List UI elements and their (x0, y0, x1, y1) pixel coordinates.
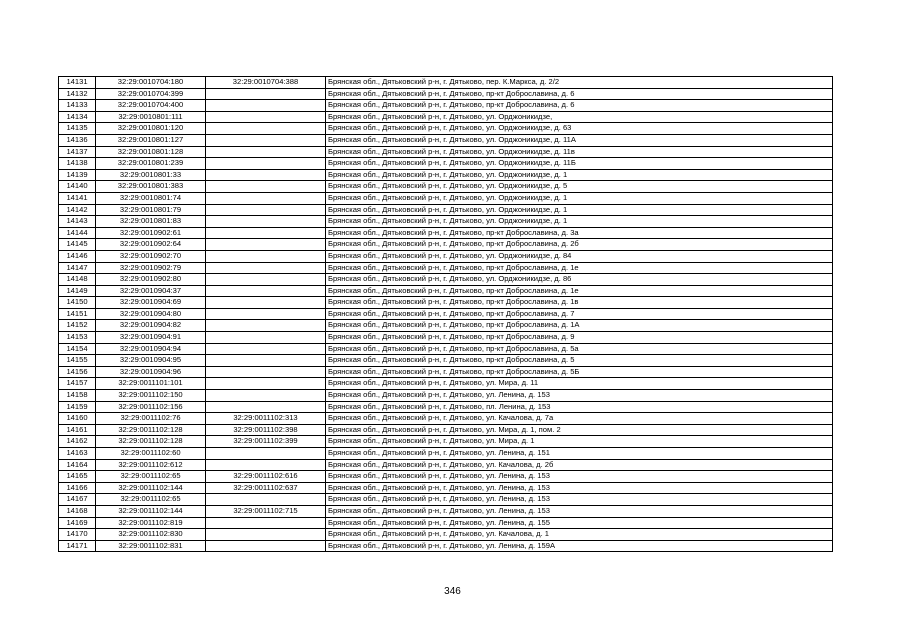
row-number-cell: 14157 (59, 378, 96, 390)
row-number-cell: 14147 (59, 262, 96, 274)
address-cell: Брянская обл., Дятьковский р-н, г. Дятьково, пр-кт Доброславина, д. 1А (326, 320, 833, 332)
address-cell: Брянская обл., Дятьковский р-н, г. Дятьково, ул. Ленина, д. 153 (326, 505, 833, 517)
parent-cadastral-number-cell (206, 134, 326, 146)
row-number-cell: 14150 (59, 297, 96, 309)
row-number-cell: 14155 (59, 355, 96, 367)
address-cell: Брянская обл., Дятьковский р-н, г. Дятьково, ул. Ленина, д. 153 (326, 482, 833, 494)
table-row (59, 181, 833, 193)
cadastral-number-cell: 32:29:0011102:819 (96, 517, 206, 529)
parent-cadastral-number-cell (206, 216, 326, 228)
row-number-cell: 14156 (59, 366, 96, 378)
parent-cadastral-number-cell (206, 111, 326, 123)
cadastral-number-cell: 32:29:0011102:144 (96, 482, 206, 494)
table-row (59, 146, 833, 158)
table-row (59, 413, 833, 425)
cadastral-number-cell: 32:29:0010801:111 (96, 111, 206, 123)
address-cell: Брянская обл., Дятьковский р-н, г. Дятьково, ул. Орджоникидзе, (326, 111, 833, 123)
address-cell: Брянская обл., Дятьковский р-н, г. Дятьково, ул. Орджоникидзе, д. 84 (326, 250, 833, 262)
row-number-cell: 14140 (59, 181, 96, 193)
row-number-cell: 14170 (59, 529, 96, 541)
parent-cadastral-number-cell (206, 540, 326, 552)
row-number-cell: 14138 (59, 158, 96, 170)
address-cell: Брянская обл., Дятьковский р-н, г. Дятьково, ул. Мира, д. 1, пом. 2 (326, 424, 833, 436)
row-number-cell: 14162 (59, 436, 96, 448)
address-cell: Брянская обл., Дятьковский р-н, г. Дятьково, ул. Ленина, д. 153 (326, 494, 833, 506)
address-cell: Брянская обл., Дятьковский р-н, г. Дятьково, ул. Ленина, д. 151 (326, 448, 833, 460)
parent-cadastral-number-cell: 32:29:0011102:313 (206, 413, 326, 425)
row-number-cell: 14153 (59, 332, 96, 344)
table-row (59, 204, 833, 216)
parent-cadastral-number-cell (206, 274, 326, 286)
table-row (59, 134, 833, 146)
parent-cadastral-number-cell (206, 158, 326, 170)
cadastral-number-cell: 32:29:0011101:101 (96, 378, 206, 390)
cadastral-number-cell: 32:29:0010904:80 (96, 308, 206, 320)
cadastral-number-cell: 32:29:0010801:128 (96, 146, 206, 158)
address-cell: Брянская обл., Дятьковский р-н, г. Дятьково, пр-кт Доброславина, д. 5Б (326, 366, 833, 378)
cadastral-number-cell: 32:29:0011102:128 (96, 436, 206, 448)
row-number-cell: 14152 (59, 320, 96, 332)
address-cell: Брянская обл., Дятьковский р-н, г. Дятьково, ул. Мира, д. 11 (326, 378, 833, 390)
row-number-cell: 14136 (59, 134, 96, 146)
parent-cadastral-number-cell: 32:29:0011102:616 (206, 471, 326, 483)
address-cell: Брянская обл., Дятьковский р-н, г. Дятьково, пр-кт Доброславина, д. 6 (326, 100, 833, 112)
table-row (59, 158, 833, 170)
cadastral-number-cell: 32:29:0010902:64 (96, 239, 206, 251)
cadastral-number-cell: 32:29:0011102:831 (96, 540, 206, 552)
address-cell: Брянская обл., Дятьковский р-н, г. Дятьково, ул. Орджоникидзе, д. 11в (326, 146, 833, 158)
parent-cadastral-number-cell (206, 100, 326, 112)
row-number-cell: 14163 (59, 448, 96, 460)
row-number-cell: 14148 (59, 274, 96, 286)
parent-cadastral-number-cell (206, 355, 326, 367)
address-cell: Брянская обл., Дятьковский р-н, г. Дятьково, ул. Качалова, д. 7а (326, 413, 833, 425)
table-row (59, 111, 833, 123)
address-cell: Брянская обл., Дятьковский р-н, г. Дятьково, ул. Орджоникидзе, д. 1 (326, 216, 833, 228)
cadastral-number-cell: 32:29:0010902:70 (96, 250, 206, 262)
address-cell: Брянская обл., Дятьковский р-н, г. Дятьково, ул. Ленина, д. 159А (326, 540, 833, 552)
table-row (59, 216, 833, 228)
parent-cadastral-number-cell (206, 192, 326, 204)
parent-cadastral-number-cell (206, 204, 326, 216)
parent-cadastral-number-cell: 32:29:0011102:399 (206, 436, 326, 448)
table-row (59, 378, 833, 390)
cadastral-number-cell: 32:29:0010704:399 (96, 88, 206, 100)
table-row (59, 88, 833, 100)
parent-cadastral-number-cell (206, 285, 326, 297)
parent-cadastral-number-cell (206, 378, 326, 390)
address-cell: Брянская обл., Дятьковский р-н, г. Дятьково, пр-кт Доброславина, д. 5 (326, 355, 833, 367)
cadastral-number-cell: 32:29:0010801:79 (96, 204, 206, 216)
table-row (59, 297, 833, 309)
cadastral-number-cell: 32:29:0010904:95 (96, 355, 206, 367)
table-row (59, 123, 833, 135)
table-row (59, 540, 833, 552)
address-cell: Брянская обл., Дятьковский р-н, г. Дятьково, ул. Орджоникидзе, д. 1 (326, 169, 833, 181)
row-number-cell: 14132 (59, 88, 96, 100)
table-row (59, 320, 833, 332)
table-row (59, 355, 833, 367)
cadastral-number-cell: 32:29:0010801:127 (96, 134, 206, 146)
parent-cadastral-number-cell (206, 448, 326, 460)
table-row (59, 169, 833, 181)
table-row (59, 471, 833, 483)
page-number: 346 (444, 586, 461, 597)
parent-cadastral-number-cell (206, 320, 326, 332)
row-number-cell: 14139 (59, 169, 96, 181)
cadastral-number-cell: 32:29:0011102:150 (96, 390, 206, 402)
cadastral-number-cell: 32:29:0010801:120 (96, 123, 206, 135)
address-cell: Брянская обл., Дятьковский р-н, г. Дятьково, ул. Ленина, д. 153 (326, 471, 833, 483)
table-row (59, 390, 833, 402)
cadastral-number-cell: 32:29:0011102:60 (96, 448, 206, 460)
row-number-cell: 14134 (59, 111, 96, 123)
row-number-cell: 14149 (59, 285, 96, 297)
address-cell: Брянская обл., Дятьковский р-н, г. Дятьково, ул. Орджоникидзе, д. 63 (326, 123, 833, 135)
row-number-cell: 14142 (59, 204, 96, 216)
parent-cadastral-number-cell (206, 123, 326, 135)
address-cell: Брянская обл., Дятьковский р-н, г. Дятьково, ул. Ленина, д. 155 (326, 517, 833, 529)
row-number-cell: 14145 (59, 239, 96, 251)
cadastral-number-cell: 32:29:0010801:239 (96, 158, 206, 170)
address-cell: Брянская обл., Дятьковский р-н, г. Дятьково, пр-кт Доброславина, д. 9 (326, 332, 833, 344)
address-cell: Брянская обл., Дятьковский р-н, г. Дятьково, пр-кт Доброславина, д. 7 (326, 308, 833, 320)
cadastral-number-cell: 32:29:0010904:96 (96, 366, 206, 378)
parent-cadastral-number-cell (206, 517, 326, 529)
parent-cadastral-number-cell (206, 390, 326, 402)
table-row (59, 366, 833, 378)
table-row (59, 262, 833, 274)
row-number-cell: 14160 (59, 413, 96, 425)
parent-cadastral-number-cell (206, 146, 326, 158)
table-row (59, 239, 833, 251)
row-number-cell: 14144 (59, 227, 96, 239)
cadastral-number-cell: 32:29:0010704:180 (96, 77, 206, 89)
table-row (59, 424, 833, 436)
address-cell: Брянская обл., Дятьковский р-н, г. Дятьково, пл. Ленина, д. 153 (326, 401, 833, 413)
address-cell: Брянская обл., Дятьковский р-н, г. Дятьково, пр-кт Доброславина, д. 1е (326, 285, 833, 297)
registry-table (58, 76, 833, 552)
address-cell: Брянская обл., Дятьковский р-н, г. Дятьково, ул. Качалова, д. 1 (326, 529, 833, 541)
table-row (59, 517, 833, 529)
parent-cadastral-number-cell (206, 88, 326, 100)
table-row (59, 505, 833, 517)
table-row (59, 494, 833, 506)
table-row (59, 459, 833, 471)
address-cell: Брянская обл., Дятьковский р-н, г. Дятьково, пр-кт Доброславина, д. 3а (326, 227, 833, 239)
cadastral-number-cell: 32:29:0010902:79 (96, 262, 206, 274)
row-number-cell: 14131 (59, 77, 96, 89)
row-number-cell: 14146 (59, 250, 96, 262)
row-number-cell: 14166 (59, 482, 96, 494)
address-cell: Брянская обл., Дятьковский р-н, г. Дятьково, пер. К.Маркса, д. 2/2 (326, 77, 833, 89)
cadastral-number-cell: 32:29:0011102:830 (96, 529, 206, 541)
table-row (59, 192, 833, 204)
row-number-cell: 14154 (59, 343, 96, 355)
row-number-cell: 14168 (59, 505, 96, 517)
table-row (59, 401, 833, 413)
cadastral-number-cell: 32:29:0010704:400 (96, 100, 206, 112)
table-row (59, 482, 833, 494)
cadastral-number-cell: 32:29:0011102:156 (96, 401, 206, 413)
address-cell: Брянская обл., Дятьковский р-н, г. Дятьково, ул. Мира, д. 1 (326, 436, 833, 448)
table-row (59, 100, 833, 112)
address-cell: Брянская обл., Дятьковский р-н, г. Дятьково, ул. Орджоникидзе, д. 1 (326, 192, 833, 204)
row-number-cell: 14169 (59, 517, 96, 529)
cadastral-number-cell: 32:29:0011102:76 (96, 413, 206, 425)
parent-cadastral-number-cell (206, 332, 326, 344)
address-cell: Брянская обл., Дятьковский р-н, г. Дятьково, ул. Качалова, д. 2б (326, 459, 833, 471)
cadastral-number-cell: 32:29:0011102:65 (96, 471, 206, 483)
table-row (59, 77, 833, 89)
parent-cadastral-number-cell (206, 459, 326, 471)
row-number-cell: 14165 (59, 471, 96, 483)
parent-cadastral-number-cell (206, 366, 326, 378)
table-row (59, 250, 833, 262)
row-number-cell: 14143 (59, 216, 96, 228)
cadastral-number-cell: 32:29:0010801:74 (96, 192, 206, 204)
row-number-cell: 14167 (59, 494, 96, 506)
parent-cadastral-number-cell (206, 529, 326, 541)
row-number-cell: 14158 (59, 390, 96, 402)
table-row (59, 308, 833, 320)
table-row (59, 529, 833, 541)
table-row (59, 343, 833, 355)
address-cell: Брянская обл., Дятьковский р-н, г. Дятьково, пр-кт Доброславина, д. 5а (326, 343, 833, 355)
address-cell: Брянская обл., Дятьковский р-н, г. Дятьково, пр-кт Доброславина, д. 2б (326, 239, 833, 251)
address-cell: Брянская обл., Дятьковский р-н, г. Дятьково, пр-кт Доброславина, д. 1е (326, 262, 833, 274)
cadastral-number-cell: 32:29:0010902:61 (96, 227, 206, 239)
cadastral-number-cell: 32:29:0010902:80 (96, 274, 206, 286)
parent-cadastral-number-cell (206, 250, 326, 262)
table-row (59, 274, 833, 286)
row-number-cell: 14151 (59, 308, 96, 320)
row-number-cell: 14137 (59, 146, 96, 158)
parent-cadastral-number-cell: 32:29:0011102:715 (206, 505, 326, 517)
parent-cadastral-number-cell: 32:29:0011102:637 (206, 482, 326, 494)
row-number-cell: 14161 (59, 424, 96, 436)
cadastral-number-cell: 32:29:0010904:94 (96, 343, 206, 355)
table-row (59, 285, 833, 297)
address-cell: Брянская обл., Дятьковский р-н, г. Дятьково, ул. Ленина, д. 153 (326, 390, 833, 402)
row-number-cell: 14135 (59, 123, 96, 135)
address-cell: Брянская обл., Дятьковский р-н, г. Дятьково, ул. Орджоникидзе, д. 1 (326, 204, 833, 216)
cadastral-number-cell: 32:29:0010904:37 (96, 285, 206, 297)
cadastral-number-cell: 32:29:0010904:82 (96, 320, 206, 332)
cadastral-number-cell: 32:29:0010904:91 (96, 332, 206, 344)
row-number-cell: 14171 (59, 540, 96, 552)
cadastral-number-cell: 32:29:0010801:33 (96, 169, 206, 181)
parent-cadastral-number-cell (206, 239, 326, 251)
address-cell: Брянская обл., Дятьковский р-н, г. Дятьково, пр-кт Доброславина, д. 6 (326, 88, 833, 100)
row-number-cell: 14164 (59, 459, 96, 471)
cadastral-number-cell: 32:29:0011102:144 (96, 505, 206, 517)
parent-cadastral-number-cell: 32:29:0011102:398 (206, 424, 326, 436)
parent-cadastral-number-cell (206, 308, 326, 320)
cadastral-number-cell: 32:29:0010801:83 (96, 216, 206, 228)
row-number-cell: 14159 (59, 401, 96, 413)
parent-cadastral-number-cell (206, 181, 326, 193)
registry-table-body (59, 77, 833, 552)
address-cell: Брянская обл., Дятьковский р-н, г. Дятьково, ул. Орджоникидзе, д. 11Б (326, 158, 833, 170)
cadastral-number-cell: 32:29:0011102:128 (96, 424, 206, 436)
parent-cadastral-number-cell (206, 401, 326, 413)
cadastral-number-cell: 32:29:0010801:383 (96, 181, 206, 193)
cadastral-number-cell: 32:29:0011102:65 (96, 494, 206, 506)
address-cell: Брянская обл., Дятьковский р-н, г. Дятьково, ул. Орджоникидзе, д. 86 (326, 274, 833, 286)
table-row (59, 448, 833, 460)
parent-cadastral-number-cell (206, 494, 326, 506)
cadastral-number-cell: 32:29:0011102:612 (96, 459, 206, 471)
parent-cadastral-number-cell (206, 227, 326, 239)
parent-cadastral-number-cell (206, 297, 326, 309)
address-cell: Брянская обл., Дятьковский р-н, г. Дятьково, ул. Орджоникидзе, д. 11А (326, 134, 833, 146)
table-row (59, 227, 833, 239)
parent-cadastral-number-cell: 32:29:0010704:388 (206, 77, 326, 89)
row-number-cell: 14133 (59, 100, 96, 112)
cadastral-number-cell: 32:29:0010904:69 (96, 297, 206, 309)
address-cell: Брянская обл., Дятьковский р-н, г. Дятьково, ул. Орджоникидзе, д. 5 (326, 181, 833, 193)
address-cell: Брянская обл., Дятьковский р-н, г. Дятьково, пр-кт Доброславина, д. 1в (326, 297, 833, 309)
parent-cadastral-number-cell (206, 262, 326, 274)
table-row (59, 332, 833, 344)
row-number-cell: 14141 (59, 192, 96, 204)
parent-cadastral-number-cell (206, 169, 326, 181)
parent-cadastral-number-cell (206, 343, 326, 355)
table-row (59, 436, 833, 448)
